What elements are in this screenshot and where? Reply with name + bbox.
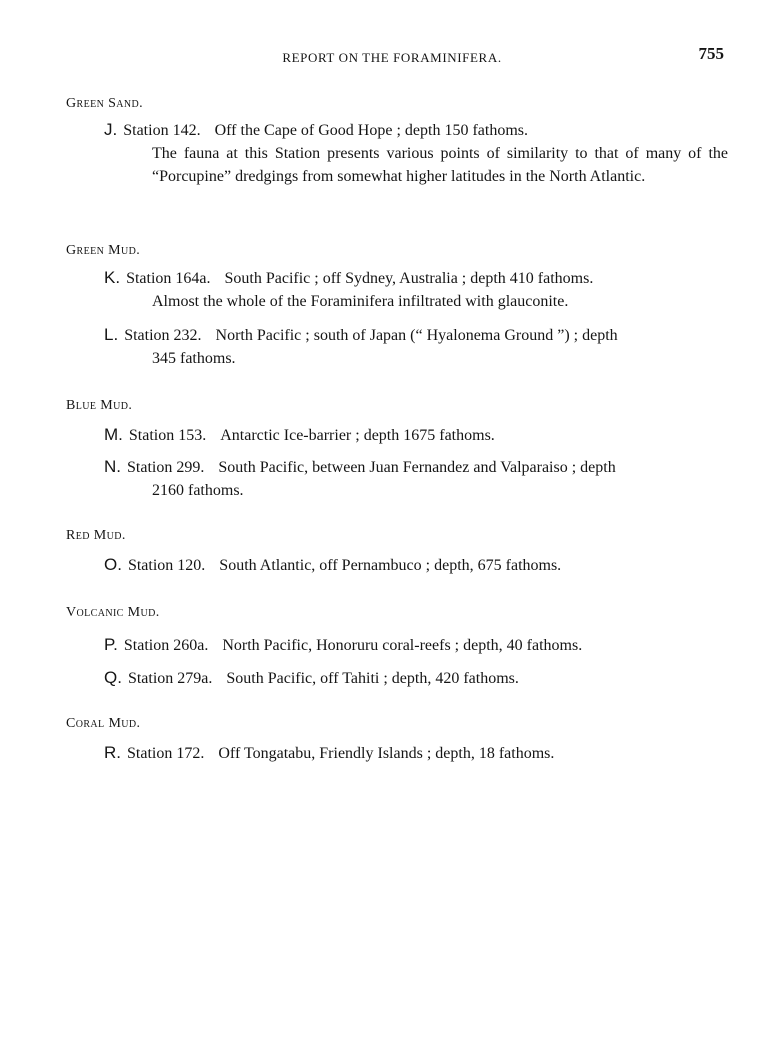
entry-note: The fauna at this Station presents various points of similarity to that of many of the “Porcupine” dredgings from somewhat higher latitudes in the North Atlantic. bbox=[152, 145, 728, 185]
entry-letter: P. bbox=[104, 635, 118, 654]
entry-letter: O. bbox=[104, 555, 122, 574]
section-heading: Volcanic Mud. bbox=[66, 605, 160, 620]
station-number: Station 299. bbox=[127, 459, 205, 476]
station-entry bbox=[104, 455, 728, 502]
section-heading: Red Mud. bbox=[66, 528, 126, 543]
entry-note: Almost the whole of the Foraminifera infiltrated with glauconite. bbox=[152, 293, 569, 310]
entry-letter: N. bbox=[104, 457, 121, 476]
entry-description: South Pacific, off Tahiti ; depth, 420 fathoms. bbox=[226, 670, 519, 687]
entry-letter: K. bbox=[104, 268, 121, 287]
station-number: Station 172. bbox=[127, 745, 205, 762]
entry-letter: Q. bbox=[104, 668, 122, 687]
entry-description: Off the Cape of Good Hope ; depth 150 fathoms. bbox=[214, 122, 528, 139]
station-number: Station 120. bbox=[127, 557, 206, 574]
entry-description: North Pacific, Honoruru coral-reefs ; depth, 40 fathoms. bbox=[222, 637, 583, 654]
entry-letter: J. bbox=[104, 120, 118, 139]
section-heading: Coral Mud. bbox=[66, 716, 141, 731]
station-entry bbox=[104, 118, 728, 188]
running-head: REPORT ON THE FORAMINIFERA. bbox=[282, 50, 502, 65]
entry-description: South Pacific, between Juan Fernandez and Valparaiso ; depth bbox=[218, 459, 616, 476]
station-number: Station 232. bbox=[124, 327, 202, 344]
station-entry bbox=[104, 423, 728, 447]
station-entry bbox=[104, 553, 728, 577]
station-entry bbox=[104, 633, 728, 657]
station-number: Station 260a. bbox=[123, 637, 209, 654]
section-heading: Blue Mud. bbox=[66, 398, 133, 413]
station-entry bbox=[104, 666, 728, 690]
entry-description: South Atlantic, off Pernambuco ; depth, 675 fathoms. bbox=[219, 557, 562, 574]
section-heading: Green Sand. bbox=[66, 96, 144, 111]
station-number: Station 142. bbox=[123, 122, 201, 139]
station-number: Station 153. bbox=[128, 427, 207, 444]
entry-letter: R. bbox=[104, 743, 121, 762]
section-heading: Green Mud. bbox=[66, 243, 141, 258]
station-number: Station 279a. bbox=[127, 670, 213, 687]
entry-letter: M. bbox=[104, 425, 123, 444]
station-entry bbox=[104, 323, 728, 370]
entry-continuation: 345 fathoms. bbox=[152, 350, 236, 367]
station-entry bbox=[104, 266, 728, 313]
station-entry bbox=[104, 741, 728, 765]
entry-letter: L. bbox=[104, 325, 119, 344]
entry-continuation: 2160 fathoms. bbox=[152, 482, 244, 499]
page-number: 755 bbox=[698, 44, 724, 63]
entry-description: Off Tongatabu, Friendly Islands ; depth, 18 fathoms. bbox=[218, 745, 555, 762]
station-number: Station 164a. bbox=[126, 270, 211, 287]
entry-description: South Pacific ; off Sydney, Australia ; depth 410 fathoms. bbox=[224, 270, 594, 287]
entry-description: North Pacific ; south of Japan (“ Hyalonema Ground ”) ; depth bbox=[215, 327, 618, 344]
entry-description: Antarctic Ice-barrier ; depth 1675 fathoms. bbox=[220, 427, 495, 444]
